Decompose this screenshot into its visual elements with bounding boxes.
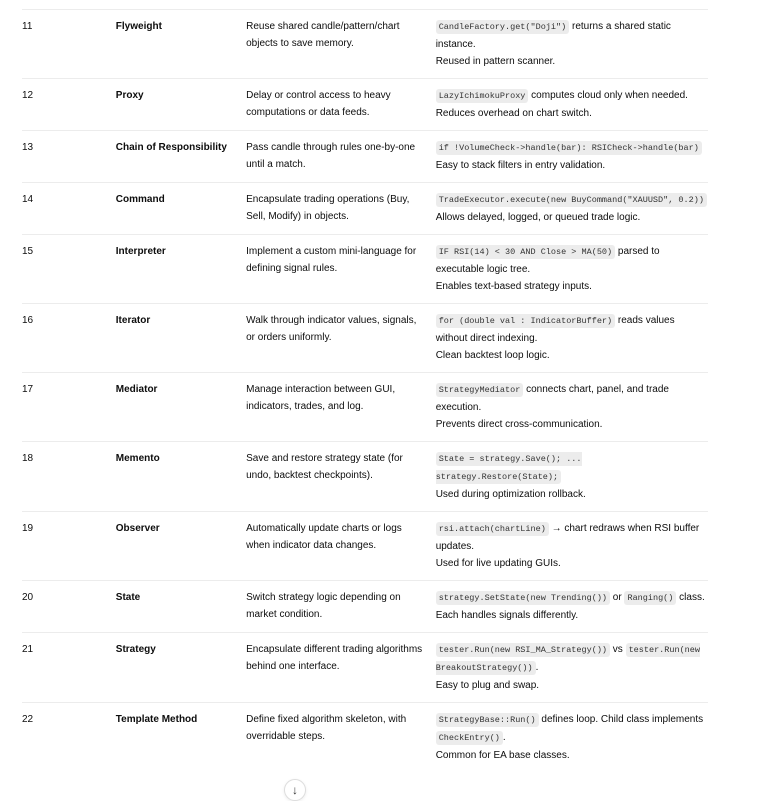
pattern-number: 12 [22, 79, 116, 131]
code-snippet: State = strategy.Save(); ... strategy.Restore(State); [435, 454, 582, 482]
code-snippet: if !VolumeCheck->handle(bar): RSICheck->handle(bar) [436, 141, 702, 155]
code-snippet: StrategyBase::Run() [436, 713, 539, 727]
pattern-name: Interpreter [116, 235, 246, 304]
example-note: Easy to stack filters in entry validation. [435, 160, 606, 171]
example-note: Reduces overhead on chart switch. [435, 108, 592, 119]
pattern-description: Pass candle through rules one-by-one until a match. [246, 131, 436, 183]
example-note: Easy to plug and swap. [435, 680, 540, 691]
example-text: . [535, 662, 539, 673]
pattern-example [436, 183, 708, 235]
pattern-name: Mediator [116, 373, 246, 442]
pattern-number: 20 [22, 581, 116, 633]
pattern-description: Manage interaction between GUI, indicators, trades, and log. [246, 373, 436, 442]
table-row [22, 581, 708, 633]
pattern-number: 16 [22, 304, 116, 373]
code-snippet: LazyIchimokuProxy [436, 89, 529, 103]
pattern-description: Automatically update charts or logs when indicator data changes. [246, 512, 436, 581]
arrow-down-icon: ↓ [292, 783, 298, 797]
pattern-description: Delay or control access to heavy computations or data feeds. [246, 79, 436, 131]
code-snippet: CandleFactory.get("Doji") [436, 20, 570, 34]
table-row [22, 235, 708, 304]
pattern-name: Command [116, 183, 246, 235]
pattern-description: Switch strategy logic depending on market condition. [246, 581, 436, 633]
example-text: connects chart, panel, and trade execution. [435, 384, 669, 413]
code-snippet: tester.Run(new RSI_MA_Strategy()) [436, 643, 610, 657]
pattern-name: Flyweight [116, 10, 246, 79]
pattern-example [436, 79, 708, 131]
scroll-to-bottom-button[interactable] [284, 779, 306, 801]
pattern-example [436, 304, 708, 373]
pattern-number: 11 [22, 10, 116, 79]
example-text: parsed to executable logic tree. [435, 246, 660, 275]
table-row [22, 442, 708, 512]
pattern-name: Proxy [116, 79, 246, 131]
code-snippet: tester.Run(new BreakoutStrategy()) [435, 645, 700, 673]
pattern-description: Reuse shared candle/pattern/chart objects to save memory. [246, 10, 436, 79]
table-row [22, 183, 708, 235]
code-snippet: for (double val : IndicatorBuffer) [436, 314, 615, 328]
pattern-description: Encapsulate trading operations (Buy, Sell, Modify) in objects. [246, 183, 436, 235]
table-row [22, 10, 708, 79]
code-snippet: StrategyMediator [436, 383, 524, 397]
pattern-description: Implement a custom mini-language for defining signal rules. [246, 235, 436, 304]
pattern-number: 15 [22, 235, 116, 304]
pattern-number: 22 [22, 703, 116, 773]
pattern-description: Encapsulate different trading algorithms behind one interface. [246, 633, 436, 703]
example-text: returns a shared static instance. [435, 21, 671, 50]
design-patterns-table [22, 9, 708, 772]
table-row [22, 131, 708, 183]
example-note: Allows delayed, logged, or queued trade logic. [435, 212, 641, 223]
pattern-number: 19 [22, 512, 116, 581]
table-row [22, 703, 708, 773]
pattern-example [436, 373, 708, 442]
example-text: or [610, 592, 625, 603]
pattern-example [436, 512, 708, 581]
pattern-name: Chain of Responsibility [116, 131, 246, 183]
pattern-name: Template Method [116, 703, 246, 773]
code-snippet: TradeExecutor.execute(new BuyCommand("XAUUSD", 0.2)) [436, 193, 707, 207]
example-note: Clean backtest loop logic. [435, 350, 550, 361]
example-note: Used during optimization rollback. [435, 489, 586, 500]
example-text: computes cloud only when needed. [528, 90, 688, 101]
example-note: Common for EA base classes. [435, 750, 570, 761]
example-note: Used for live updating GUIs. [435, 558, 561, 569]
pattern-example [436, 235, 708, 304]
pattern-example [436, 442, 708, 512]
code-snippet: IF RSI(14) < 30 AND Close > MA(50) [436, 245, 615, 259]
table-row [22, 304, 708, 373]
pattern-number: 18 [22, 442, 116, 512]
table-row [22, 633, 708, 703]
pattern-example [436, 633, 708, 703]
example-note: Reused in pattern scanner. [435, 56, 556, 67]
pattern-number: 21 [22, 633, 116, 703]
pattern-example [436, 581, 708, 633]
pattern-name: Memento [116, 442, 246, 512]
pattern-example [436, 10, 708, 79]
table-row [22, 373, 708, 442]
example-text: reads values without direct indexing. [435, 315, 675, 344]
example-text: vs [610, 644, 626, 655]
pattern-description: Walk through indicator values, signals, or orders uniformly. [246, 304, 436, 373]
pattern-description: Define fixed algorithm skeleton, with overridable steps. [246, 703, 436, 773]
example-note: Prevents direct cross-communication. [435, 419, 603, 430]
pattern-example [436, 131, 708, 183]
pattern-example [436, 703, 708, 773]
pattern-name: Observer [116, 512, 246, 581]
example-note: Enables text-based strategy inputs. [435, 281, 592, 292]
pattern-number: 14 [22, 183, 116, 235]
pattern-number: 13 [22, 131, 116, 183]
example-text: defines loop. Child class implements [538, 714, 704, 725]
pattern-name: Strategy [116, 633, 246, 703]
table-row [22, 512, 708, 581]
example-text: . [502, 732, 506, 743]
pattern-description: Save and restore strategy state (for undo, backtest checkpoints). [246, 442, 436, 512]
example-text: → chart redraws when RSI buffer updates. [435, 523, 700, 552]
pattern-number: 17 [22, 373, 116, 442]
pattern-name: State [116, 581, 246, 633]
code-snippet: Ranging() [624, 591, 676, 605]
table-row [22, 79, 708, 131]
example-note: Each handles signals differently. [435, 610, 579, 621]
example-text: class. [676, 592, 705, 603]
code-snippet: rsi.attach(chartLine) [436, 522, 549, 536]
code-snippet: CheckEntry() [436, 731, 503, 745]
pattern-name: Iterator [116, 304, 246, 373]
code-snippet: strategy.SetState(new Trending()) [436, 591, 610, 605]
